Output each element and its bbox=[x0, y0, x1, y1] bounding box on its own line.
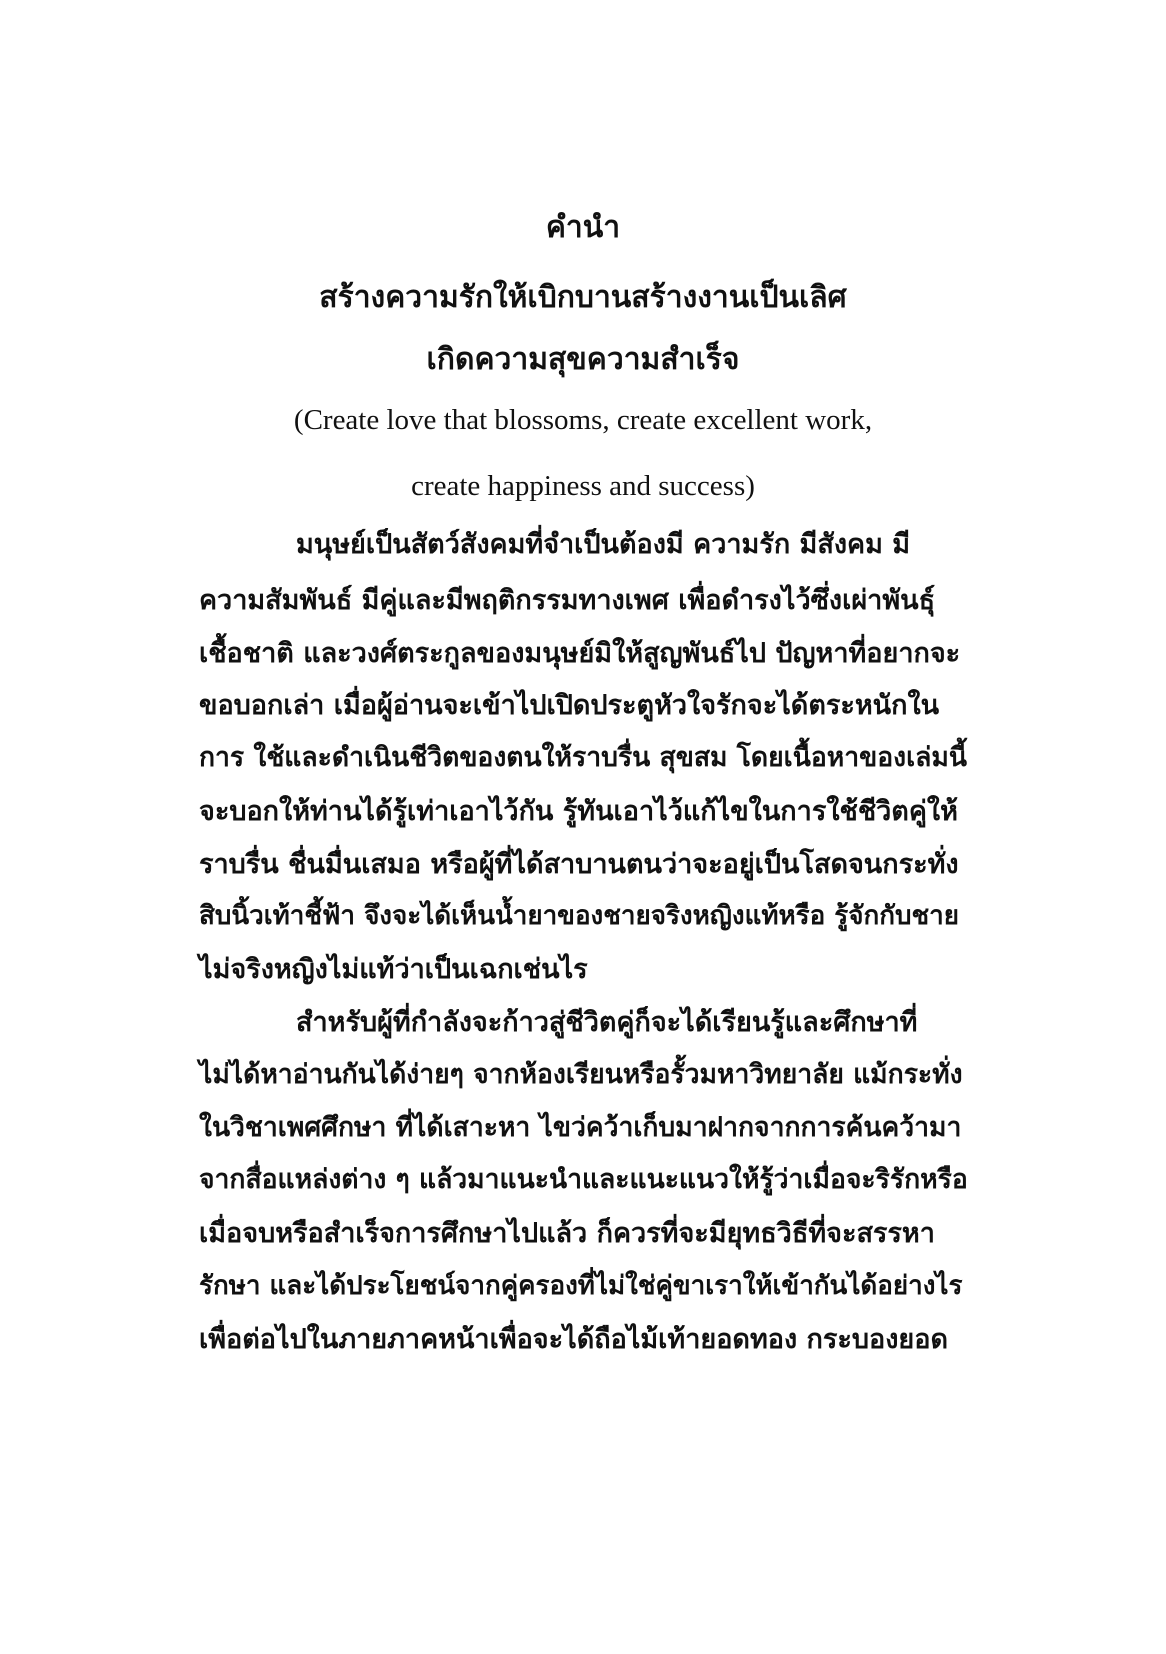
paragraph-2-line: เพื่อต่อไปในภายภาคหน้าเพื่อจะได้ถือไม้เท้ายอดทอง กระบองยอด bbox=[199, 1324, 948, 1355]
paragraph-1-line: ไม่จริงหญิงไม่แท้ว่าเป็นเฉกเช่นไร bbox=[199, 954, 588, 985]
paragraph-1-line: ขอบอกเล่า เมื่อผู้อ่านจะเข้าไปเปิดประตูหัวใจรักจะได้ตระหนักใน bbox=[199, 690, 940, 721]
paragraph-1-line: เชื้อชาติ และวงศ์ตระกูลของมนุษย์มิให้สูญพันธ์ไป ปัญหาที่อยากจะ bbox=[199, 638, 961, 669]
paragraph-2-line: เมื่อจบหรือสำเร็จการศึกษาไปแล้ว ก็ควรที่จะมียุทธวิธีที่จะสรรหา bbox=[199, 1218, 935, 1249]
paragraph-1-line: ความสัมพันธ์ มีคู่และมีพฤติกรรมทางเพศ เพื่อดำรงไว้ซึ่งเผ่าพันธุ์ bbox=[199, 585, 936, 616]
english-subtitle-line-2: create happiness and success) bbox=[411, 470, 755, 502]
paragraph-1-line: สิบนิ้วเท้าชี้ฟ้า จึงจะได้เห็นน้ำยาของชายจริงหญิงแท้หรือ รู้จักกับชาย bbox=[199, 901, 959, 931]
page-title: คำนำ bbox=[545, 210, 621, 245]
paragraph-1-line: จะบอกให้ท่านได้รู้เท่าเอาไว้กัน รู้ทันเอาไว้แก้ไขในการใช้ชีวิตคู่ให้ bbox=[199, 796, 958, 827]
subtitle-line-1: สร้างความรักให้เบิกบานสร้างงานเป็นเลิศ bbox=[319, 280, 847, 315]
paragraph-2-line: รักษา และได้ประโยชน์จากคู่ครองที่ไม่ใช่คู่ขาเราให้เข้ากันได้อย่างไร bbox=[199, 1271, 963, 1301]
paragraph-2-line: ไม่ได้หาอ่านกันได้ง่ายๆ จากห้องเรียนหรือรั้วมหาวิทยาลัย แม้กระทั่ง bbox=[199, 1059, 963, 1090]
paragraph-1-line: มนุษย์เป็นสัตว์สังคมที่จำเป็นต้องมี ความรัก มีสังคม มี bbox=[296, 529, 911, 560]
paragraph-1-line: การ ใช้และดำเนินชีวิตของตนให้ราบรื่น สุขสม โดยเนื้อหาของเล่มนี้ bbox=[199, 742, 967, 773]
paragraph-2-line: จากสื่อแหล่งต่าง ๆ แล้วมาแนะนำและแนะแนวให้รู้ว่าเมื่อจะริรักหรือ bbox=[199, 1164, 968, 1195]
english-subtitle-line-1: (Create love that blossoms, create excellent work, bbox=[293, 404, 873, 436]
paragraph-2-line: ในวิชาเพศศึกษา ที่ได้เสาะหา ไขว่คว้าเก็บมาฝากจากการค้นคว้ามา bbox=[199, 1112, 962, 1143]
subtitle-line-2: เกิดความสุขความสำเร็จ bbox=[426, 342, 740, 377]
paragraph-1-line: ราบรื่น ชื่นมื่นเสมอ หรือผู้ที่ได้สาบานตนว่าจะอยู่เป็นโสดจนกระทั่ง bbox=[199, 849, 959, 880]
paragraph-2-line: สำหรับผู้ที่กำลังจะก้าวสู่ชีวิตคู่ก็จะได้เรียนรู้และศึกษาที่ bbox=[296, 1007, 918, 1038]
